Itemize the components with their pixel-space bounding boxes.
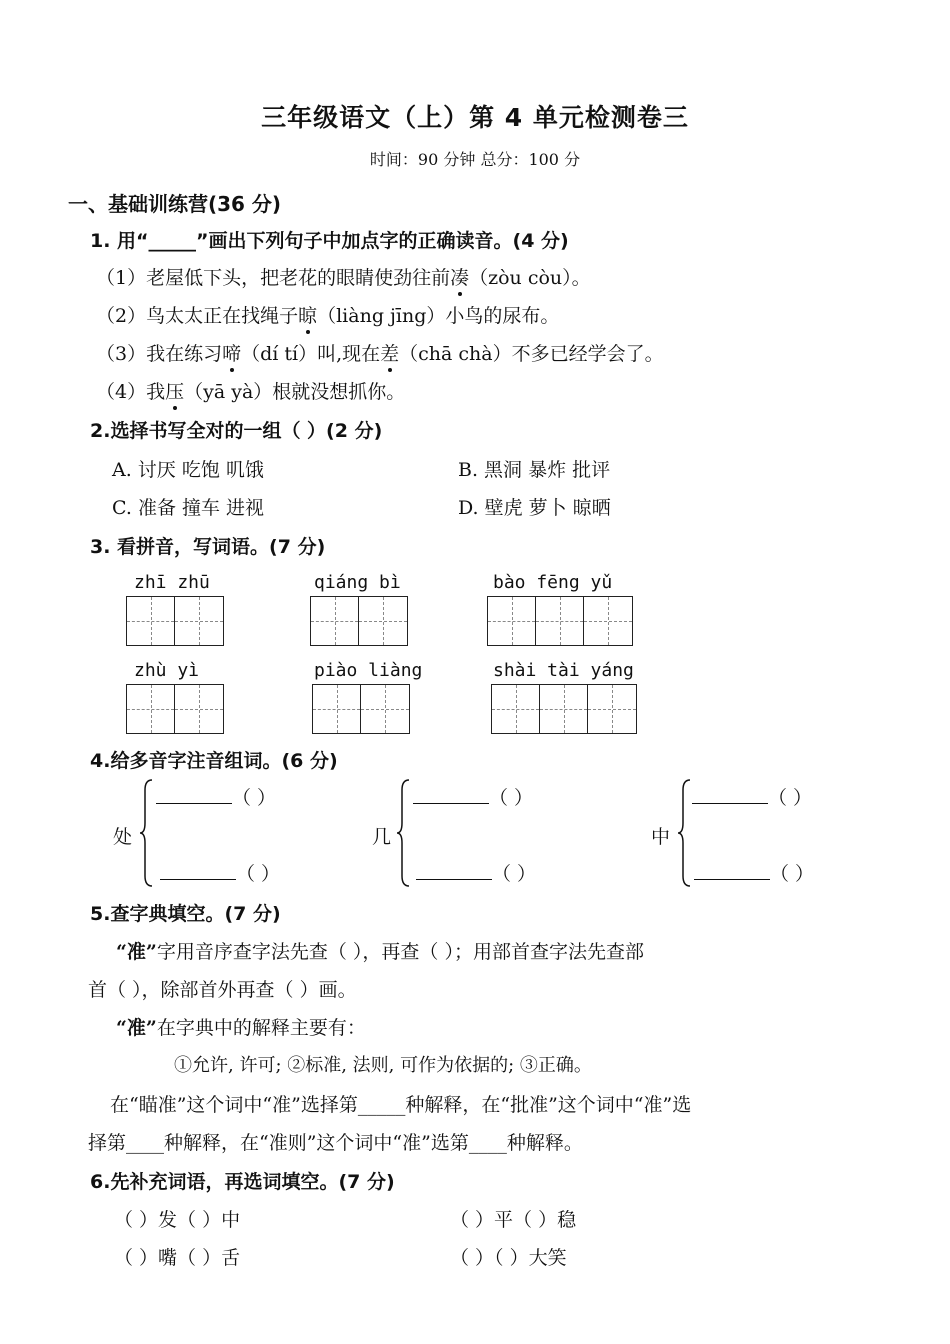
answer-row[interactable]: （ ） bbox=[160, 859, 280, 886]
dotted-char: 啼 bbox=[222, 339, 241, 366]
q5-line-3: “准”在字典中的解释主要有： bbox=[116, 1017, 366, 1039]
writing-grid[interactable] bbox=[312, 684, 410, 734]
q6-item: （ ）（ ）大笑 bbox=[450, 1247, 567, 1269]
exam-info: 时间：90 分钟 总分：100 分 bbox=[369, 150, 581, 169]
answer-row[interactable]: （ ） bbox=[413, 783, 533, 810]
brace-icon bbox=[139, 778, 153, 888]
q2-option-d: D. 壁虎 萝卜 晾晒 bbox=[458, 497, 611, 519]
brace-icon bbox=[396, 778, 410, 888]
section-heading: 一、基础训练营(36 分) bbox=[68, 192, 282, 216]
writing-grid[interactable] bbox=[487, 596, 633, 646]
q5-line-2: 首（ ），除部首外再查（ ）画。 bbox=[88, 979, 357, 1001]
q2-option-a: A. 讨厌 吃饱 叽饿 bbox=[112, 459, 264, 481]
q1-item-1: （1）老屋低下头，把老花的眼睛使劲往前凑（zòu còu）。 bbox=[96, 263, 591, 290]
dotted-char: 压 bbox=[165, 377, 184, 404]
q5-line-5: 在“瞄准”这个词中“准”选择第_____种解释，在“批准”这个词中“准”选 bbox=[110, 1094, 692, 1116]
pinyin-label: qiáng bì bbox=[314, 572, 401, 593]
writing-grid[interactable] bbox=[491, 684, 637, 734]
writing-grid[interactable] bbox=[310, 596, 408, 646]
q5-line-1: “准”字用音序查字法先查（ ），再查（ ）；用部首查字法先查部 bbox=[116, 941, 644, 963]
writing-grid[interactable] bbox=[126, 684, 224, 734]
page-title: 三年级语文（上）第 4 单元检测卷三 bbox=[261, 103, 689, 132]
q5-definitions: ①允许, 许可; ②标准, 法则, 可作为依据的; ③正确。 bbox=[174, 1055, 592, 1076]
pinyin-label: bào fēng yǔ bbox=[493, 572, 613, 593]
polyphone-char: 几 bbox=[372, 826, 392, 848]
pinyin-label: piào liàng bbox=[314, 660, 423, 681]
q6-title: 6.先补充词语，再选词填空。(7 分) bbox=[90, 1171, 395, 1193]
q5-title: 5.查字典填空。(7 分) bbox=[90, 903, 281, 925]
dotted-char: 差 bbox=[380, 339, 399, 366]
pinyin-label: zhù yì bbox=[134, 660, 200, 681]
answer-row[interactable]: （ ） bbox=[694, 859, 814, 886]
writing-grid[interactable] bbox=[126, 596, 224, 646]
q3-title: 3. 看拼音，写词语。(7 分) bbox=[90, 536, 326, 558]
polyphone-char: 中 bbox=[651, 826, 671, 848]
q1-item-4: （4）我压（yā yà）根就没想抓你。 bbox=[96, 377, 405, 404]
q6-item: （ ）平（ ）稳 bbox=[450, 1209, 577, 1231]
q1-title: 1. 用“_____”画出下列句子中加点字的正确读音。(4 分) bbox=[90, 230, 569, 252]
dotted-char: 晾 bbox=[298, 301, 317, 328]
q4-title: 4.给多音字注音组词。(6 分) bbox=[90, 750, 338, 772]
dotted-char: 凑 bbox=[450, 263, 469, 290]
q1-item-2: （2）鸟太太正在找绳子晾（liàng jīng）小鸟的尿布。 bbox=[96, 301, 559, 328]
answer-row[interactable]: （ ） bbox=[692, 783, 812, 810]
polyphone-char: 处 bbox=[113, 826, 133, 848]
q6-item: （ ）嘴（ ）舌 bbox=[114, 1247, 241, 1269]
q6-item: （ ）发（ ）中 bbox=[114, 1209, 241, 1231]
answer-row[interactable]: （ ） bbox=[416, 859, 536, 886]
answer-row[interactable]: （ ） bbox=[156, 783, 276, 810]
q2-option-b: B. 黑洞 暴炸 批评 bbox=[458, 459, 611, 481]
pinyin-label: zhī zhū bbox=[134, 572, 210, 593]
pinyin-label: shài tài yáng bbox=[493, 660, 634, 681]
q5-line-6: 择第____种解释，在“准则”这个词中“准”选第____种解释。 bbox=[88, 1132, 583, 1154]
q1-item-3: （3）我在练习啼（dí tí）叫,现在差（chā chà）不多已经学会了。 bbox=[96, 339, 664, 366]
brace-icon bbox=[677, 778, 691, 888]
q2-option-c: C. 准备 撞车 进视 bbox=[112, 497, 265, 519]
q2-title: 2.选择书写全对的一组（ ）(2 分) bbox=[90, 420, 383, 442]
